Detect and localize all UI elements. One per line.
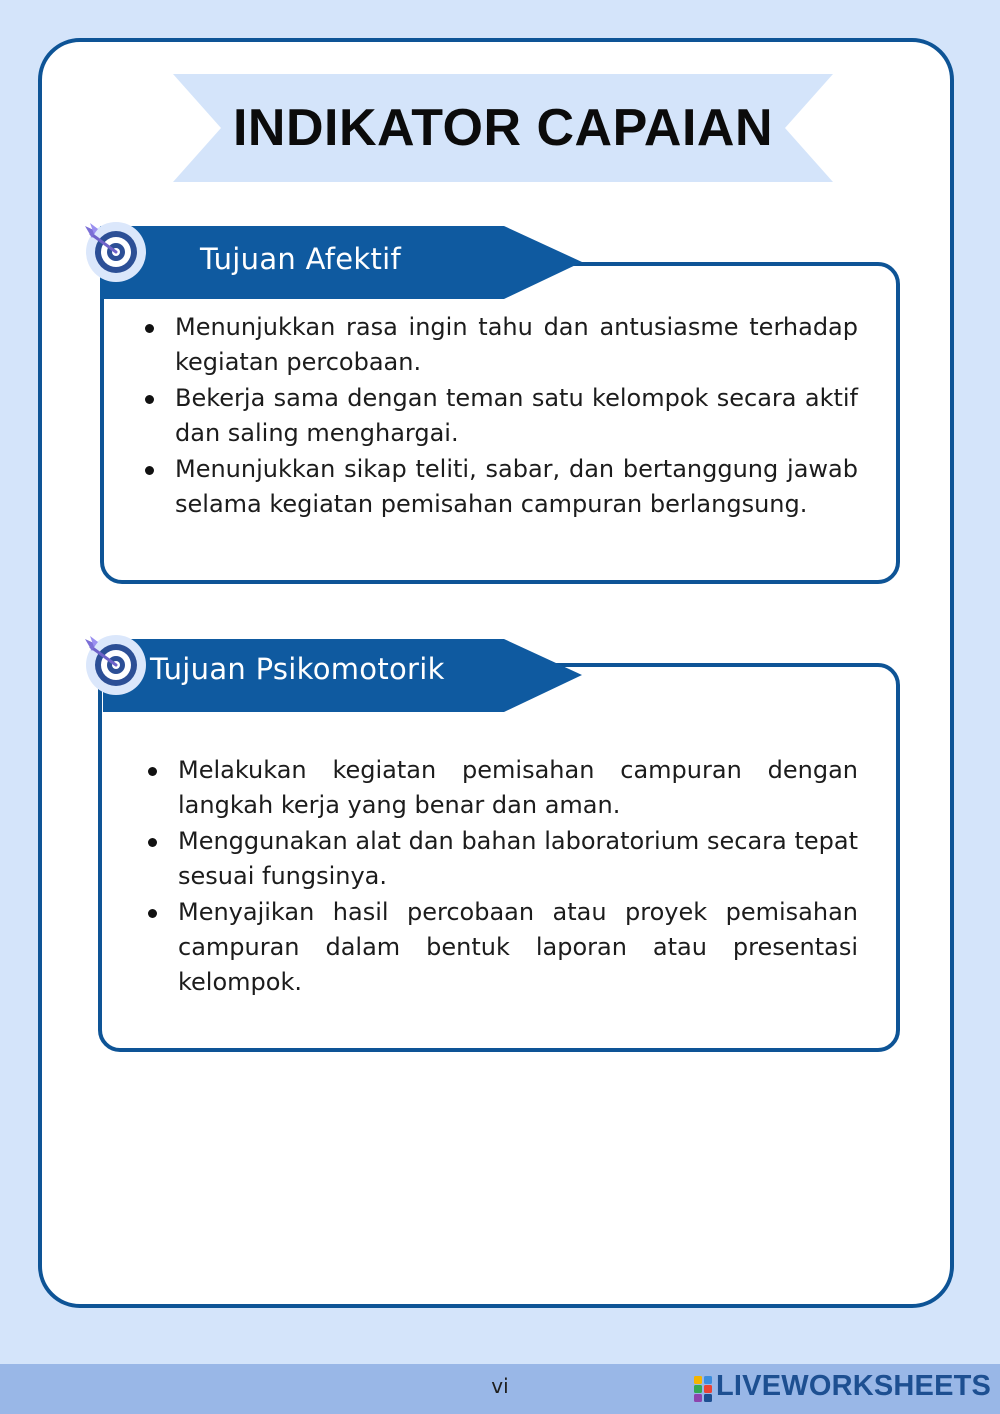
list-item: Menyajikan hasil percobaan atau proyek pemisahan campuran dalam bentuk laporan atau presentasi kelompok. [148, 895, 858, 1001]
list-item: Menunjukkan rasa ingin tahu dan antusiasme terhadap kegiatan percobaan. [145, 310, 858, 381]
psikomotorik-heading: Tujuan Psikomotorik [150, 652, 445, 686]
liveworksheets-brand[interactable]: LIVEWORKSHEETS [716, 1370, 992, 1402]
page-number: vi [491, 1374, 509, 1398]
target-dart-icon [82, 220, 146, 284]
liveworksheets-logo-icon[interactable] [694, 1376, 712, 1402]
psikomotorik-list [148, 753, 858, 1001]
list-item: Menggunakan alat dan bahan laboratorium secara tepat sesuai fungsinya. [148, 824, 858, 895]
list-item: Bekerja sama dengan teman satu kelompok secara aktif dan saling menghargai. [145, 381, 858, 452]
list-item: Menunjukkan sikap teliti, sabar, dan bertanggung jawab selama kegiatan pemisahan campuran berlangsung. [145, 452, 858, 523]
page-title: INDIKATOR CAPAIAN [232, 99, 774, 157]
list-item: Melakukan kegiatan pemisahan campuran dengan langkah kerja yang benar dan aman. [148, 753, 858, 824]
afektif-heading: Tujuan Afektif [200, 242, 401, 276]
target-dart-icon [82, 633, 146, 697]
afektif-list [145, 310, 858, 522]
